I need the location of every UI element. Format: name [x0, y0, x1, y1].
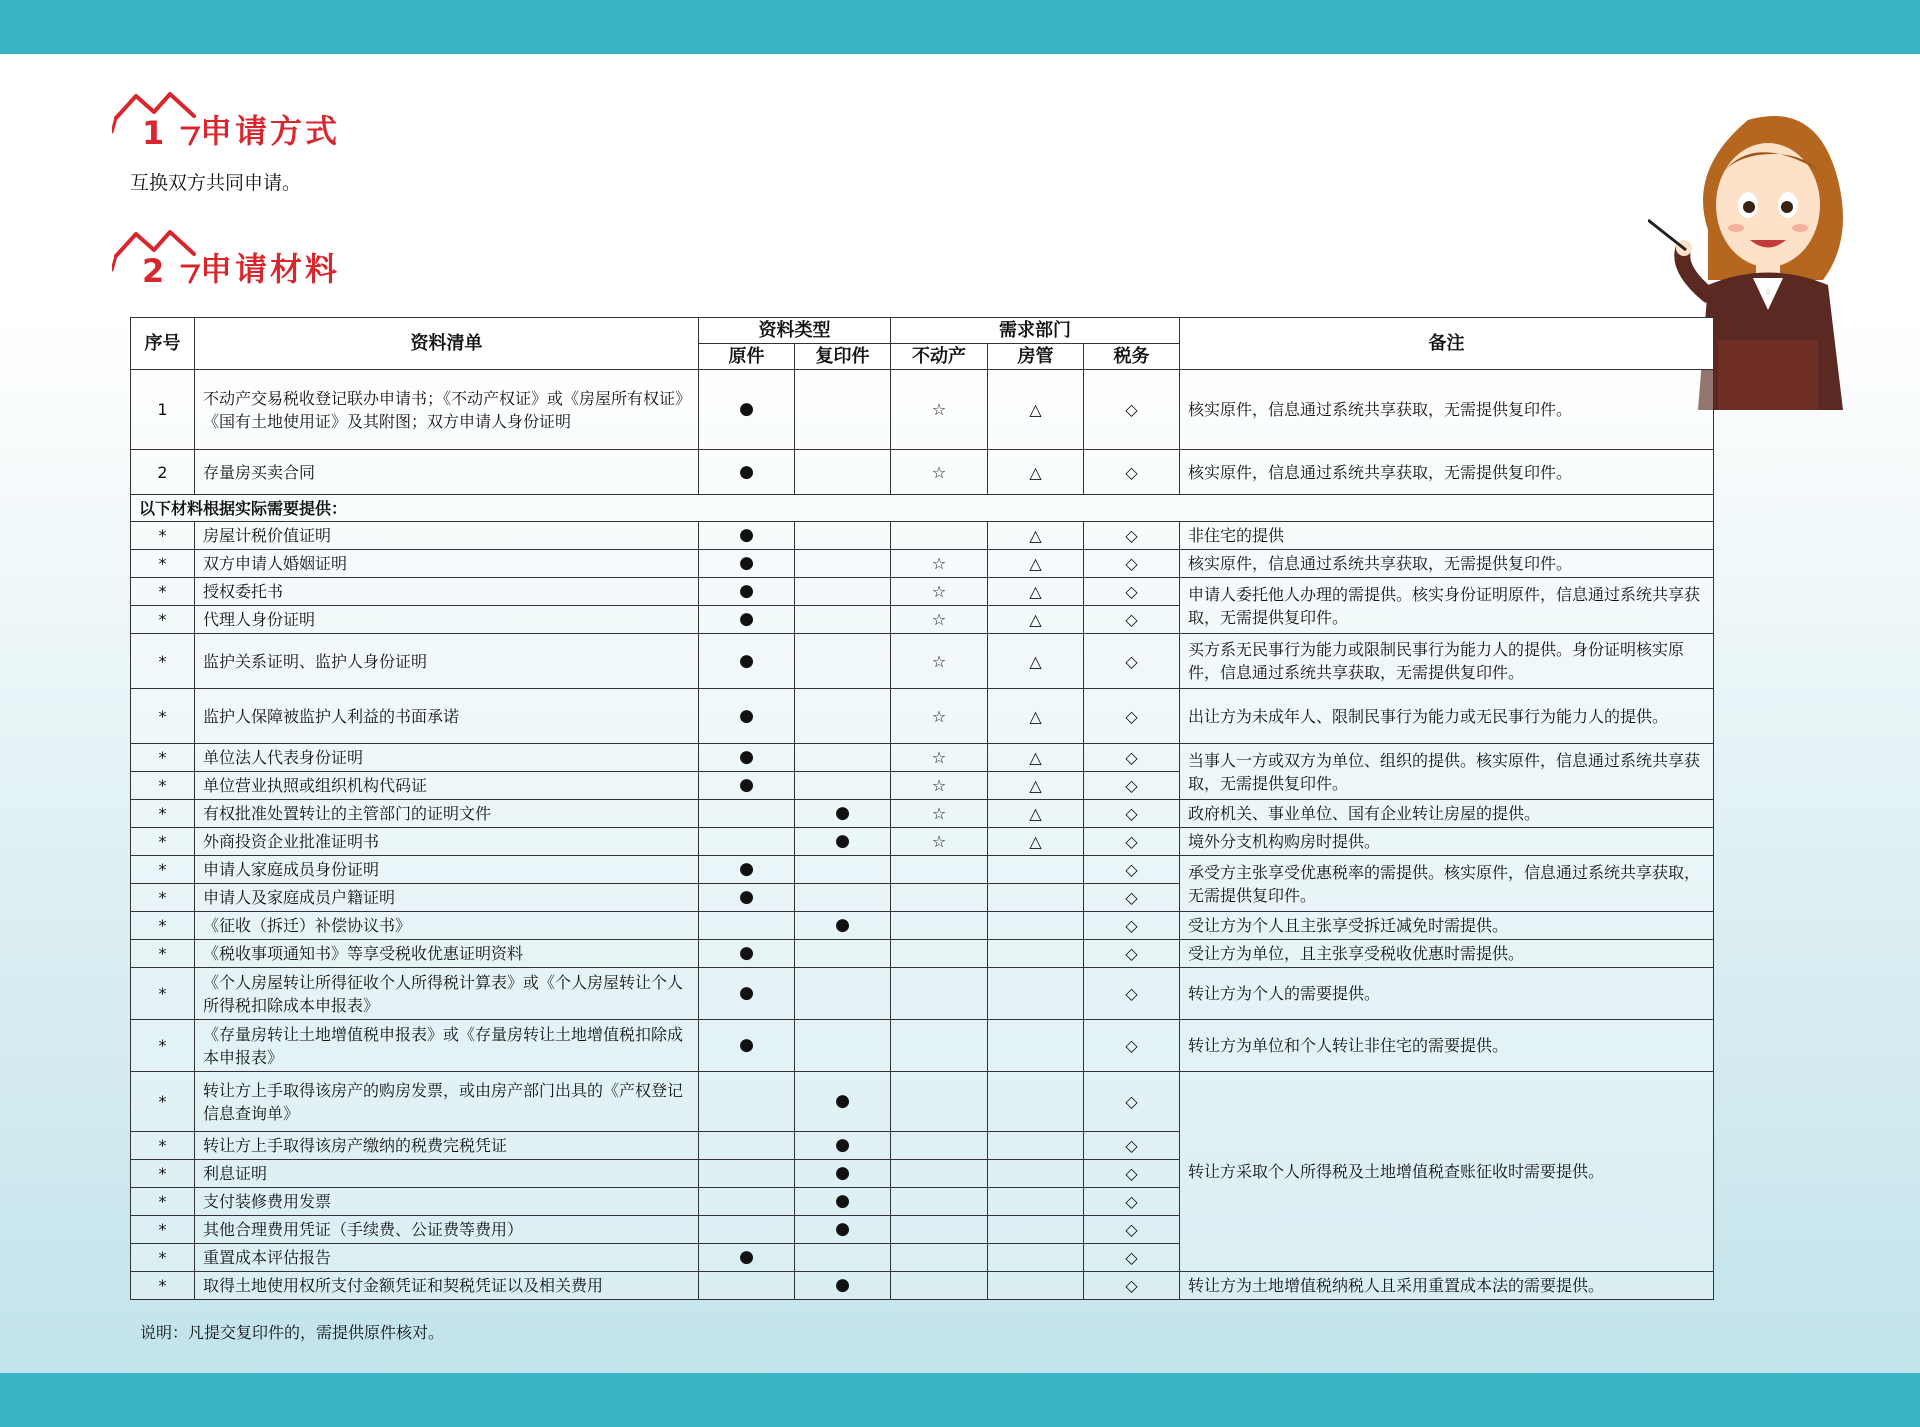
row-tax-mark: ◇ [1084, 606, 1180, 634]
row-copy-mark: ● [795, 828, 891, 856]
row-original-mark [699, 1132, 795, 1160]
row-copy-mark [795, 578, 891, 606]
row-original-mark [699, 1160, 795, 1188]
row-original-mark: ● [699, 550, 795, 578]
row-tax-mark: ◇ [1084, 912, 1180, 940]
row-tax-mark: ◇ [1084, 828, 1180, 856]
row-housing-mark [988, 1072, 1084, 1132]
row-tax-mark: ◇ [1084, 800, 1180, 828]
row-original-mark: ● [699, 940, 795, 968]
row-housing-mark [988, 1020, 1084, 1072]
row-seq: * [131, 522, 195, 550]
row-seq: * [131, 1020, 195, 1072]
row-remark: 转让方采取个人所得税及土地增值税查账征收时需要提供。 [1180, 1072, 1714, 1272]
row-housing-mark: △ [988, 744, 1084, 772]
row-original-mark: ● [699, 744, 795, 772]
row-original-mark [699, 1072, 795, 1132]
row-item: 单位营业执照或组织机构代码证 [195, 772, 699, 800]
row-item: 《税收事项通知书》等享受税收优惠证明资料 [195, 940, 699, 968]
row-copy-mark [795, 1244, 891, 1272]
top-band [0, 0, 1920, 54]
table-row [131, 689, 1714, 744]
row-copy-mark [795, 522, 891, 550]
row-seq: * [131, 1160, 195, 1188]
row-tax-mark: ◇ [1084, 772, 1180, 800]
table-row [131, 550, 1714, 578]
row-realty-mark [891, 856, 988, 884]
row-item: 取得土地使用权所支付金额凭证和契税凭证以及相关费用 [195, 1272, 699, 1300]
row-original-mark [699, 912, 795, 940]
row-housing-mark [988, 1244, 1084, 1272]
row-remark: 核实原件，信息通过系统共享获取，无需提供复印件。 [1180, 550, 1714, 578]
row-housing-mark [988, 1160, 1084, 1188]
row-realty-mark: ☆ [891, 550, 988, 578]
table-row [131, 968, 1714, 1020]
table-row [131, 450, 1714, 495]
section-1-text: 互换双方共同申请。 [130, 172, 302, 194]
row-copy-mark [795, 689, 891, 744]
row-original-mark [699, 1188, 795, 1216]
table-row [131, 578, 1714, 606]
row-tax-mark: ◇ [1084, 450, 1180, 495]
row-tax-mark: ◇ [1084, 884, 1180, 912]
row-original-mark: ● [699, 689, 795, 744]
row-housing-mark [988, 884, 1084, 912]
row-original-mark: ● [699, 450, 795, 495]
row-tax-mark: ◇ [1084, 550, 1180, 578]
row-seq: 2 [131, 450, 195, 495]
row-housing-mark [988, 912, 1084, 940]
row-tax-mark: ◇ [1084, 968, 1180, 1020]
row-realty-mark [891, 1216, 988, 1244]
row-tax-mark: ◇ [1084, 1160, 1180, 1188]
row-realty-mark [891, 884, 988, 912]
section-2-number: 2 [142, 252, 165, 290]
row-seq: * [131, 1188, 195, 1216]
row-tax-mark: ◇ [1084, 1132, 1180, 1160]
row-item: 房屋计税价值证明 [195, 522, 699, 550]
row-item: 其他合理费用凭证（手续费、公证费等费用） [195, 1216, 699, 1244]
row-realty-mark [891, 522, 988, 550]
row-tax-mark: ◇ [1084, 370, 1180, 450]
row-original-mark [699, 800, 795, 828]
materials-table [130, 317, 1714, 1300]
row-realty-mark: ☆ [891, 634, 988, 689]
section-2-header [112, 226, 372, 296]
section-1-title: 申请方式 [200, 112, 341, 150]
row-realty-mark [891, 1072, 988, 1132]
table-row [131, 1072, 1714, 1132]
row-housing-mark [988, 1132, 1084, 1160]
row-seq: * [131, 1216, 195, 1244]
header-housing: 房管 [988, 344, 1084, 370]
header-tax: 税务 [1084, 344, 1180, 370]
row-seq: * [131, 744, 195, 772]
row-tax-mark: ◇ [1084, 1072, 1180, 1132]
header-seq: 序号 [131, 318, 195, 370]
row-housing-mark: △ [988, 828, 1084, 856]
row-seq: * [131, 606, 195, 634]
row-item: 《征收（拆迁）补偿协议书》 [195, 912, 699, 940]
header-list: 资料清单 [195, 318, 699, 370]
row-housing-mark: △ [988, 370, 1084, 450]
row-realty-mark: ☆ [891, 370, 988, 450]
row-remark: 当事人一方或双方为单位、组织的提供。核实原件，信息通过系统共享获取，无需提供复印件。 [1180, 744, 1714, 800]
row-copy-mark [795, 370, 891, 450]
row-original-mark: ● [699, 1244, 795, 1272]
row-housing-mark: △ [988, 634, 1084, 689]
row-seq: * [131, 1132, 195, 1160]
row-housing-mark [988, 940, 1084, 968]
row-seq: 1 [131, 370, 195, 450]
table-row [131, 522, 1714, 550]
row-remark: 受让方为个人且主张享受拆迁减免时需提供。 [1180, 912, 1714, 940]
row-remark: 申请人委托他人办理的需提供。核实身份证明原件，信息通过系统共享获取，无需提供复印件。 [1180, 578, 1714, 634]
row-item: 利息证明 [195, 1160, 699, 1188]
table-row [131, 744, 1714, 772]
row-tax-mark: ◇ [1084, 1188, 1180, 1216]
row-original-mark [699, 828, 795, 856]
row-seq: * [131, 940, 195, 968]
header-copy: 复印件 [795, 344, 891, 370]
row-realty-mark [891, 912, 988, 940]
row-tax-mark: ◇ [1084, 940, 1180, 968]
row-housing-mark: △ [988, 800, 1084, 828]
row-realty-mark [891, 1272, 988, 1300]
row-seq: * [131, 634, 195, 689]
section-1-number: 1 [142, 114, 165, 152]
row-realty-mark [891, 968, 988, 1020]
optional-subheading: 以下材料根据实际需要提供： [131, 495, 1714, 522]
row-realty-mark: ☆ [891, 772, 988, 800]
row-remark: 核实原件，信息通过系统共享获取，无需提供复印件。 [1180, 450, 1714, 495]
row-item: 代理人身份证明 [195, 606, 699, 634]
header-original: 原件 [699, 344, 795, 370]
row-realty-mark: ☆ [891, 606, 988, 634]
house-roof-icon [112, 226, 202, 296]
row-seq: * [131, 550, 195, 578]
row-original-mark: ● [699, 578, 795, 606]
row-realty-mark [891, 1244, 988, 1272]
row-original-mark: ● [699, 968, 795, 1020]
row-item: 外商投资企业批准证明书 [195, 828, 699, 856]
house-roof-icon [112, 88, 202, 158]
row-realty-mark: ☆ [891, 744, 988, 772]
row-tax-mark: ◇ [1084, 634, 1180, 689]
row-copy-mark [795, 744, 891, 772]
row-tax-mark: ◇ [1084, 744, 1180, 772]
row-item: 支付装修费用发票 [195, 1188, 699, 1216]
row-seq: * [131, 578, 195, 606]
table-row [131, 1272, 1714, 1300]
table-row [131, 828, 1714, 856]
row-housing-mark [988, 968, 1084, 1020]
header-dept-group: 需求部门 [891, 318, 1180, 344]
row-seq: * [131, 1272, 195, 1300]
row-remark: 境外分支机构购房时提供。 [1180, 828, 1714, 856]
row-housing-mark [988, 1216, 1084, 1244]
row-copy-mark: ● [795, 1188, 891, 1216]
row-realty-mark: ☆ [891, 689, 988, 744]
row-copy-mark [795, 968, 891, 1020]
row-tax-mark: ◇ [1084, 1020, 1180, 1072]
row-copy-mark [795, 550, 891, 578]
row-original-mark: ● [699, 634, 795, 689]
row-item: 监护人保障被监护人利益的书面承诺 [195, 689, 699, 744]
row-housing-mark: △ [988, 550, 1084, 578]
table-row [131, 370, 1714, 450]
row-remark: 受让方为单位，且主张享受税收优惠时需提供。 [1180, 940, 1714, 968]
table-row [131, 1020, 1714, 1072]
row-housing-mark: △ [988, 450, 1084, 495]
row-item: 有权批准处置转让的主管部门的证明文件 [195, 800, 699, 828]
row-item: 存量房买卖合同 [195, 450, 699, 495]
row-item: 重置成本评估报告 [195, 1244, 699, 1272]
row-housing-mark [988, 1272, 1084, 1300]
row-copy-mark [795, 884, 891, 912]
row-copy-mark: ● [795, 1216, 891, 1244]
footnote: 说明：凡提交复印件的，需提供原件核对。 [140, 1323, 445, 1342]
row-copy-mark [795, 856, 891, 884]
row-original-mark [699, 1272, 795, 1300]
row-original-mark: ● [699, 522, 795, 550]
row-item: 《个人房屋转让所得征收个人所得税计算表》或《个人房屋转让个人所得税扣除成本申报表》 [195, 968, 699, 1020]
row-original-mark: ● [699, 606, 795, 634]
row-original-mark: ● [699, 856, 795, 884]
row-copy-mark: ● [795, 1272, 891, 1300]
row-item: 监护关系证明、监护人身份证明 [195, 634, 699, 689]
row-copy-mark: ● [795, 1072, 891, 1132]
table-row [131, 634, 1714, 689]
row-item: 《存量房转让土地增值税申报表》或《存量房转让土地增值税扣除成本申报表》 [195, 1020, 699, 1072]
row-seq: * [131, 828, 195, 856]
row-original-mark: ● [699, 1020, 795, 1072]
row-item: 双方申请人婚姻证明 [195, 550, 699, 578]
table-row [131, 940, 1714, 968]
row-remark: 政府机关、事业单位、国有企业转让房屋的提供。 [1180, 800, 1714, 828]
row-realty-mark: ☆ [891, 450, 988, 495]
row-remark: 出让方为未成年人、限制民事行为能力或无民事行为能力人的提供。 [1180, 689, 1714, 744]
row-item: 授权委托书 [195, 578, 699, 606]
row-housing-mark [988, 1188, 1084, 1216]
table-row [131, 800, 1714, 828]
row-seq: * [131, 912, 195, 940]
row-housing-mark: △ [988, 689, 1084, 744]
row-original-mark: ● [699, 370, 795, 450]
row-original-mark: ● [699, 884, 795, 912]
row-copy-mark [795, 606, 891, 634]
row-housing-mark [988, 856, 1084, 884]
row-seq: * [131, 772, 195, 800]
row-tax-mark: ◇ [1084, 1244, 1180, 1272]
row-seq: * [131, 856, 195, 884]
row-housing-mark: △ [988, 578, 1084, 606]
row-seq: * [131, 1072, 195, 1132]
row-realty-mark: ☆ [891, 800, 988, 828]
header-realty: 不动产 [891, 344, 988, 370]
table-row [131, 856, 1714, 884]
row-copy-mark: ● [795, 1132, 891, 1160]
row-realty-mark [891, 1020, 988, 1072]
row-housing-mark: △ [988, 522, 1084, 550]
row-copy-mark [795, 1020, 891, 1072]
row-item: 不动产交易税收登记联办申请书；《不动产权证》或《房屋所有权证》《国有土地使用证》及其附图；双方申请人身份证明 [195, 370, 699, 450]
row-tax-mark: ◇ [1084, 578, 1180, 606]
row-copy-mark: ● [795, 912, 891, 940]
row-item: 转让方上手取得该房产的购房发票，或由房产部门出具的《产权登记信息查询单》 [195, 1072, 699, 1132]
row-realty-mark: ☆ [891, 578, 988, 606]
row-remark: 非住宅的提供 [1180, 522, 1714, 550]
row-remark: 承受方主张享受优惠税率的需提供。核实原件，信息通过系统共享获取，无需提供复印件。 [1180, 856, 1714, 912]
row-remark: 转让方为个人的需要提供。 [1180, 968, 1714, 1020]
row-copy-mark [795, 634, 891, 689]
row-seq: * [131, 884, 195, 912]
row-remark: 买方系无民事行为能力或限制民事行为能力人的提供。身份证明核实原件，信息通过系统共享获取，无需提供复印件。 [1180, 634, 1714, 689]
row-item: 申请人及家庭成员户籍证明 [195, 884, 699, 912]
row-copy-mark [795, 940, 891, 968]
row-realty-mark [891, 1160, 988, 1188]
row-tax-mark: ◇ [1084, 522, 1180, 550]
section-1-header [112, 88, 372, 158]
row-item: 转让方上手取得该房产缴纳的税费完税凭证 [195, 1132, 699, 1160]
row-housing-mark: △ [988, 772, 1084, 800]
row-tax-mark: ◇ [1084, 689, 1180, 744]
table-row [131, 912, 1714, 940]
row-realty-mark [891, 1132, 988, 1160]
row-original-mark [699, 1216, 795, 1244]
row-seq: * [131, 1244, 195, 1272]
row-realty-mark: ☆ [891, 828, 988, 856]
subheading-row [131, 495, 1714, 522]
row-remark: 转让方为单位和个人转让非住宅的需要提供。 [1180, 1020, 1714, 1072]
row-copy-mark [795, 450, 891, 495]
header-remark: 备注 [1180, 318, 1714, 370]
row-tax-mark: ◇ [1084, 1272, 1180, 1300]
row-tax-mark: ◇ [1084, 856, 1180, 884]
row-realty-mark [891, 940, 988, 968]
row-remark: 核实原件，信息通过系统共享获取，无需提供复印件。 [1180, 370, 1714, 450]
row-seq: * [131, 800, 195, 828]
section-2-title: 申请材料 [200, 250, 341, 288]
header-type-group: 资料类型 [699, 318, 891, 344]
row-item: 单位法人代表身份证明 [195, 744, 699, 772]
bottom-band [0, 1373, 1920, 1427]
row-tax-mark: ◇ [1084, 1216, 1180, 1244]
row-copy-mark: ● [795, 1160, 891, 1188]
row-seq: * [131, 968, 195, 1020]
row-copy-mark [795, 772, 891, 800]
row-realty-mark [891, 1188, 988, 1216]
row-copy-mark: ● [795, 800, 891, 828]
materials-table-wrap [130, 317, 1713, 1300]
row-housing-mark: △ [988, 606, 1084, 634]
row-seq: * [131, 689, 195, 744]
row-original-mark: ● [699, 772, 795, 800]
row-remark: 转让方为土地增值税纳税人且采用重置成本法的需要提供。 [1180, 1272, 1714, 1300]
row-item: 申请人家庭成员身份证明 [195, 856, 699, 884]
